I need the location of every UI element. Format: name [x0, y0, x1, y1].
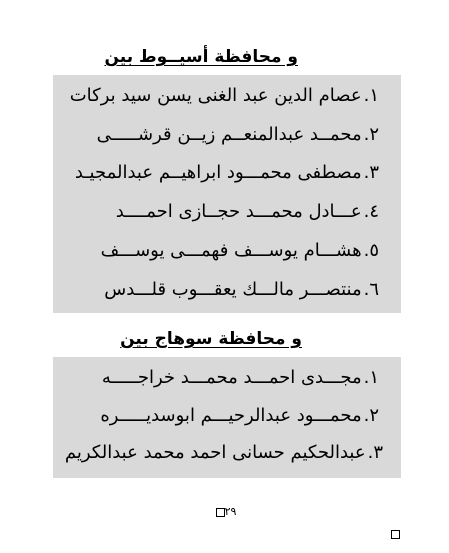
list-item: [116, 201, 379, 223]
item-name: عـــادل محمـــد حجــازى احمــــد: [115, 201, 362, 222]
item-number: ٥.: [363, 240, 379, 261]
list-item: [102, 367, 379, 389]
item-name: مصطفى محمـــود ابراهيــم عبدالمجيـد: [74, 162, 362, 183]
list-item: [75, 162, 379, 184]
item-name: عصام الدين عبد الغنى يسن سيد بركات: [69, 85, 362, 106]
item-name: هشـــام يوســـف فهمـــى يوســـف: [100, 240, 362, 261]
item-name: عبدالحكيم حسانى احمد محمد عبدالكريم: [64, 442, 366, 463]
page-number-text: ٢٩: [224, 505, 237, 518]
item-number: ٦.: [363, 279, 379, 300]
names-list-sohag: [53, 357, 401, 478]
item-number: ١.: [363, 367, 379, 388]
list-item: [97, 124, 379, 146]
page-number: [200, 505, 250, 519]
item-name: محمـــود عبدالرحيـــم ابوسديـــــره: [100, 405, 362, 426]
item-name: منتصـــر مالـــك يعقـــوب قلـــدس: [104, 279, 362, 300]
item-number: ٣.: [367, 442, 383, 463]
section-heading-assiut: و محافظة أسيــوط بين: [104, 47, 298, 67]
corner-square-icon: [391, 530, 400, 539]
item-number: ١.: [363, 85, 379, 106]
list-item: [104, 279, 379, 301]
names-list-assiut: [53, 75, 401, 313]
item-name: مجـــدى احمـــد محمـــد خراجـــــه: [101, 367, 362, 388]
list-item: [101, 240, 379, 262]
list-item: [100, 405, 379, 427]
item-number: ٣.: [363, 162, 379, 183]
list-item: [70, 85, 379, 107]
item-number: ٤.: [363, 201, 379, 222]
section-heading-sohag: و محافظة سوهاج بين: [120, 329, 302, 349]
item-number: ٢.: [363, 124, 379, 145]
item-name: محمــد عبدالمنعــم زيــن قرشـــــى: [96, 124, 362, 145]
item-number: ٢.: [363, 405, 379, 426]
list-item: [65, 442, 383, 464]
square-glyph-icon: [216, 508, 225, 517]
